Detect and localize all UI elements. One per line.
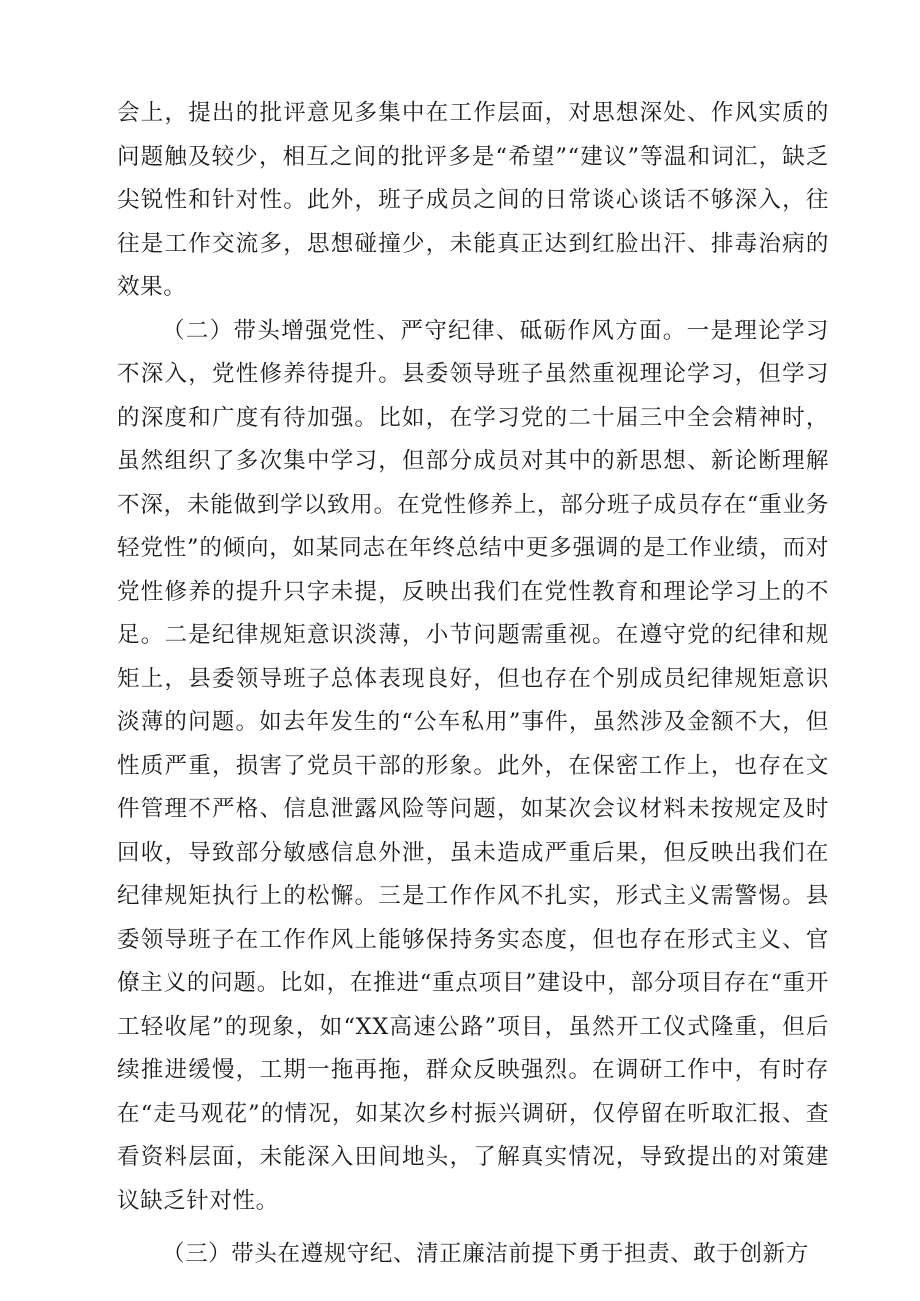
paragraph-section-three-heading: （三）带头在遵规守纪、清正廉洁前提下勇于担责、敢于创新方 (162, 1241, 809, 1267)
paragraph-criticism-meeting: 会上，提出的批评意见多集中在工作层面，对思想深处、作风实质的问题触及较少，相互之间的批评多是“希望”“建议”等温和词汇，缺乏尖锐性和针对性。此外，班子成员之间的日常谈心谈话不够深入，往往是工作交流多，思想碰撞少，未能真正达到红脸出汗、排毒治病的效果。 (117, 100, 829, 300)
paragraph-section-two: （二）带头增强党性、严守纪律、砥砺作风方面。一是理论学习不深入，党性修养待提升。县委领导班子虽然重视理论学习，但学习的深度和广度有待加强。比如，在学习党的二十届三中全会精神时，虽然组织了多次集中学习，但部分成员对其中的新思想、新论断理解不深，未能做到学以致用。在党性修养上，部分班子成员存在“重业务轻党性”的倾向，如某同志在年终总结中更多强调的是工作业绩，而对党性修养的提升只字未提，反映出我们在党性教育和理论学习上的不足。二是纪律规矩意识淡薄，小节问题需重视。在遵守党的纪律和规矩上，县委领导班子总体表现良好，但也存在个别成员纪律规矩意识淡薄的问题。如去年发生的“公车私用”事件，虽然涉及金额不大，但性质严重，损害了党员干部的形象。此外，在保密工作上，也存在文件管理不严格、信息泄露风险等问题，如某次会议材料未按规定及时回收，导致部分敏感信息外泄，虽未造成严重后果，但反映出我们在纪律规矩执行上的松懈。三是工作作风不扎实，形式主义需警惕。县委领导班子在工作作风上能够保持务实态度，但也存在形式主义、官僚主义的问题。比如，在推进“重点项目”建设中，部分项目存在“重开工轻收尾”的现象，如“XX高速公路”项目，虽然开工仪式隆重，但后续推进缓慢，工期一拖再拖，群众反映强烈。在调研工作中，有时存在“走马观花”的情况，如某次乡村振兴调研，仅停留在听取汇报、查看资料层面，未能深入田间地头，了解真实情况，导致提出的对策建议缺乏针对性。 (117, 317, 829, 1214)
document-page (117, 92, 829, 1277)
